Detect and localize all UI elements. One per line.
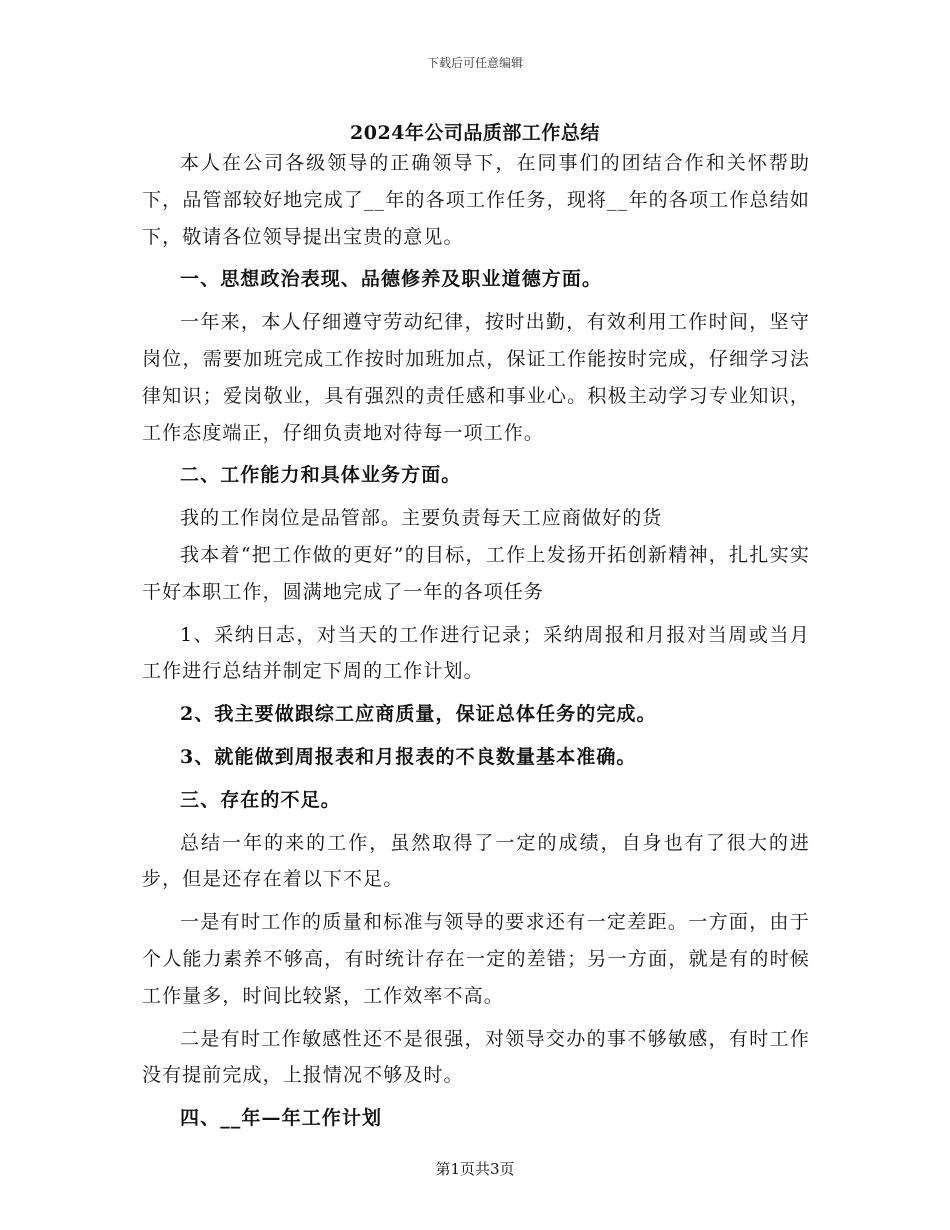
paragraph-intro: 本人在公司各级领导的正确领导下，在同事们的团结合作和关怀帮助下，品管部较好地完成了__年的各项工作任务，现将__年的各项工作总结如下，敬请各位领导提出宝贵的意见。 xyxy=(142,152,810,248)
paragraph-shortcomings: 总结一年的来的工作，虽然取得了一定的成绩，自身也有了很大的进步，但是还存在着以下不足。 xyxy=(142,831,810,891)
paragraph-shortcoming-2: 二是有时工作敏感性还不是很强，对领导交办的事不够敏感，有时工作没有提前完成，上报情况不够及时。 xyxy=(142,1027,810,1087)
list-item-2: 2、我主要做跟综工应商质量，保证总体任务的完成。 xyxy=(180,703,657,726)
document-title: 2024年公司品质部工作总结 xyxy=(350,122,600,144)
section-heading-2: 二、工作能力和具体业务方面。 xyxy=(180,464,462,487)
document-body xyxy=(142,145,810,1137)
paragraph-goal: 我本着“把工作做的更好”的目标，工作上发扬开拓创新精神，扎扎实实干好本职工作，圆满地完成了一年的各项任务 xyxy=(142,543,810,603)
list-item-3: 3、就能做到周报表和月报表的不良数量基本准确。 xyxy=(180,745,637,768)
paragraph-shortcoming-1: 一是有时工作的质量和标准与领导的要求还有一定差距。一方面，由于个人能力素养不够高，有时统计存在一定的差错；另一方面，就是有的时候工作量多，时间比较紧，工作效率不高。 xyxy=(142,911,810,1007)
paragraph-position: 我的工作岗位是品管部。主要负责每天工应商做好的货 xyxy=(180,507,663,530)
list-item-1: 1、采纳日志，对当天的工作进行记录；采纳周报和月报对当周或当月工作进行总结并制定下周的工作计划。 xyxy=(142,623,810,683)
section-heading-3: 三、存在的不足。 xyxy=(180,788,341,811)
paragraph-section-1: 一年来，本人仔细遵守劳动纪律，按时出勤，有效利用工作时间，坚守岗位，需要加班完成工作按时加班加点，保证工作能按时完成，仔细学习法律知识；爱岗敬业，具有强烈的责任感和事业心。积极主动学习专业知识，工作态度端正，仔细负责地对待每一项工作。 xyxy=(142,311,810,444)
section-heading-1: 一、思想政治表现、品德修养及职业道德方面。 xyxy=(180,268,603,291)
section-heading-4: 四、__年—年工作计划 xyxy=(180,1107,383,1130)
page-number: 第1页共3页 xyxy=(435,1160,515,1178)
header-note: 下载后可任意编辑 xyxy=(426,56,523,70)
